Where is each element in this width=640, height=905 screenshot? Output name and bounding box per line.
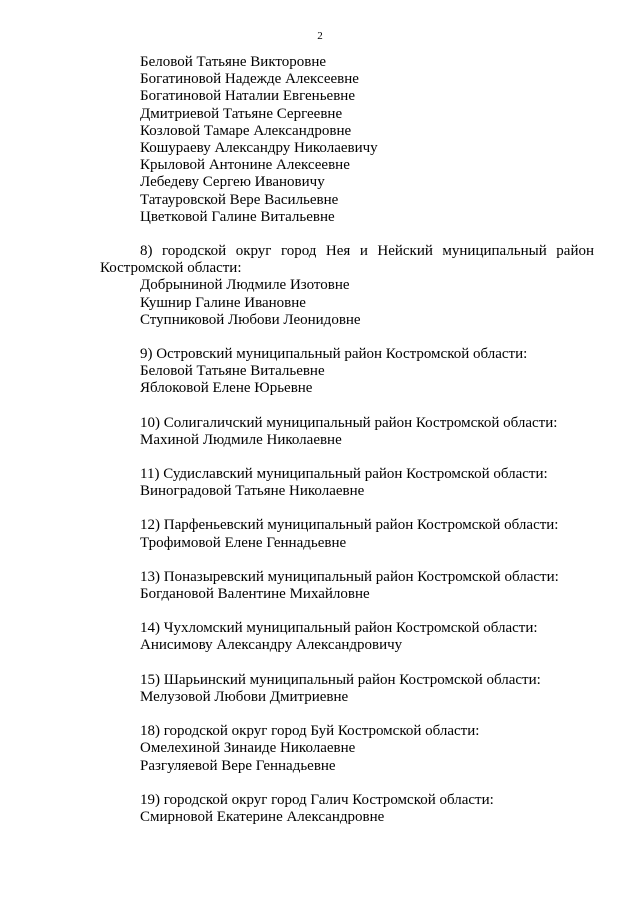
section-9 <box>100 346 594 398</box>
name-entry: Кошураеву Александру Николаевичу <box>140 140 378 157</box>
section-heading: 13) Поназыревский муниципальный район Костромской области: <box>140 568 559 585</box>
document-body <box>100 54 594 826</box>
section-heading: 11) Судиславский муниципальный район Костромской области: <box>140 466 548 483</box>
name-entry: Добрыниной Людмиле Изотовне <box>140 277 350 294</box>
name-entry: Смирновой Екатерине Александровне <box>140 808 385 825</box>
section-8 <box>100 243 594 329</box>
name-entry: Виноградовой Татьяне Николаевне <box>140 483 365 500</box>
section-heading: 18) городской округ город Буй Костромской области: <box>140 723 480 740</box>
name-entry: Дмитриевой Татьяне Сергеевне <box>140 105 343 122</box>
name-entry: Трофимовой Елене Геннадьевне <box>140 534 347 551</box>
name-entry: Лебедеву Сергею Ивановичу <box>140 174 325 191</box>
section-heading: 19) городской округ город Галич Костромской области: <box>140 791 494 808</box>
section-11 <box>100 466 594 500</box>
name-entry: Кушнир Галине Ивановне <box>140 294 306 311</box>
name-entry: Яблоковой Елене Юрьевне <box>140 380 313 397</box>
section-19 <box>100 792 594 826</box>
name-entry: Крыловой Антонине Алексеевне <box>140 157 350 174</box>
name-entry: Богдановой Валентине Михайловне <box>140 586 370 603</box>
section-14 <box>100 620 594 654</box>
section-15 <box>100 672 594 706</box>
name-entry: Омелехиной Зинаиде Николаевне <box>140 740 356 757</box>
name-entry: Богатиновой Наталии Евгеньевне <box>140 88 355 105</box>
intro-name-list <box>100 54 594 226</box>
name-entry: Махиной Людмиле Николаевне <box>140 431 342 448</box>
section-heading: 14) Чухломский муниципальный район Костромской области: <box>140 620 538 637</box>
name-entry: Беловой Татьяне Викторовне <box>140 54 327 70</box>
section-heading: 12) Парфеньевский муниципальный район Костромской области: <box>140 517 559 534</box>
section-heading: 15) Шарьинский муниципальный район Костромской области: <box>140 671 541 688</box>
name-entry: Цветковой Галине Витальевне <box>140 208 335 225</box>
name-entry: Разгуляевой Вере Геннадьевне <box>140 757 336 774</box>
section-12 <box>100 517 594 551</box>
section-18 <box>100 723 594 775</box>
section-13 <box>100 569 594 603</box>
name-entry: Богатиновой Надежде Алексеевне <box>140 71 359 88</box>
section-heading: 8) городской округ город Нея и Нейский муниципальный район Костромской области: <box>100 243 594 277</box>
name-entry: Анисимову Александру Александровичу <box>140 637 403 654</box>
name-entry: Ступниковой Любови Леонидовне <box>140 311 361 328</box>
section-10 <box>100 415 594 449</box>
page-number: 2 <box>317 30 323 42</box>
name-entry: Козловой Тамаре Александровне <box>140 122 352 139</box>
name-entry: Беловой Татьяне Витальевне <box>140 363 325 380</box>
section-heading: 9) Островский муниципальный район Костромской области: <box>140 346 528 363</box>
name-entry: Мелузовой Любови Дмитриевне <box>140 688 349 705</box>
name-entry: Татауровской Вере Васильевне <box>140 191 339 208</box>
section-heading: 10) Солигаличский муниципальный район Костромской области: <box>140 414 558 431</box>
